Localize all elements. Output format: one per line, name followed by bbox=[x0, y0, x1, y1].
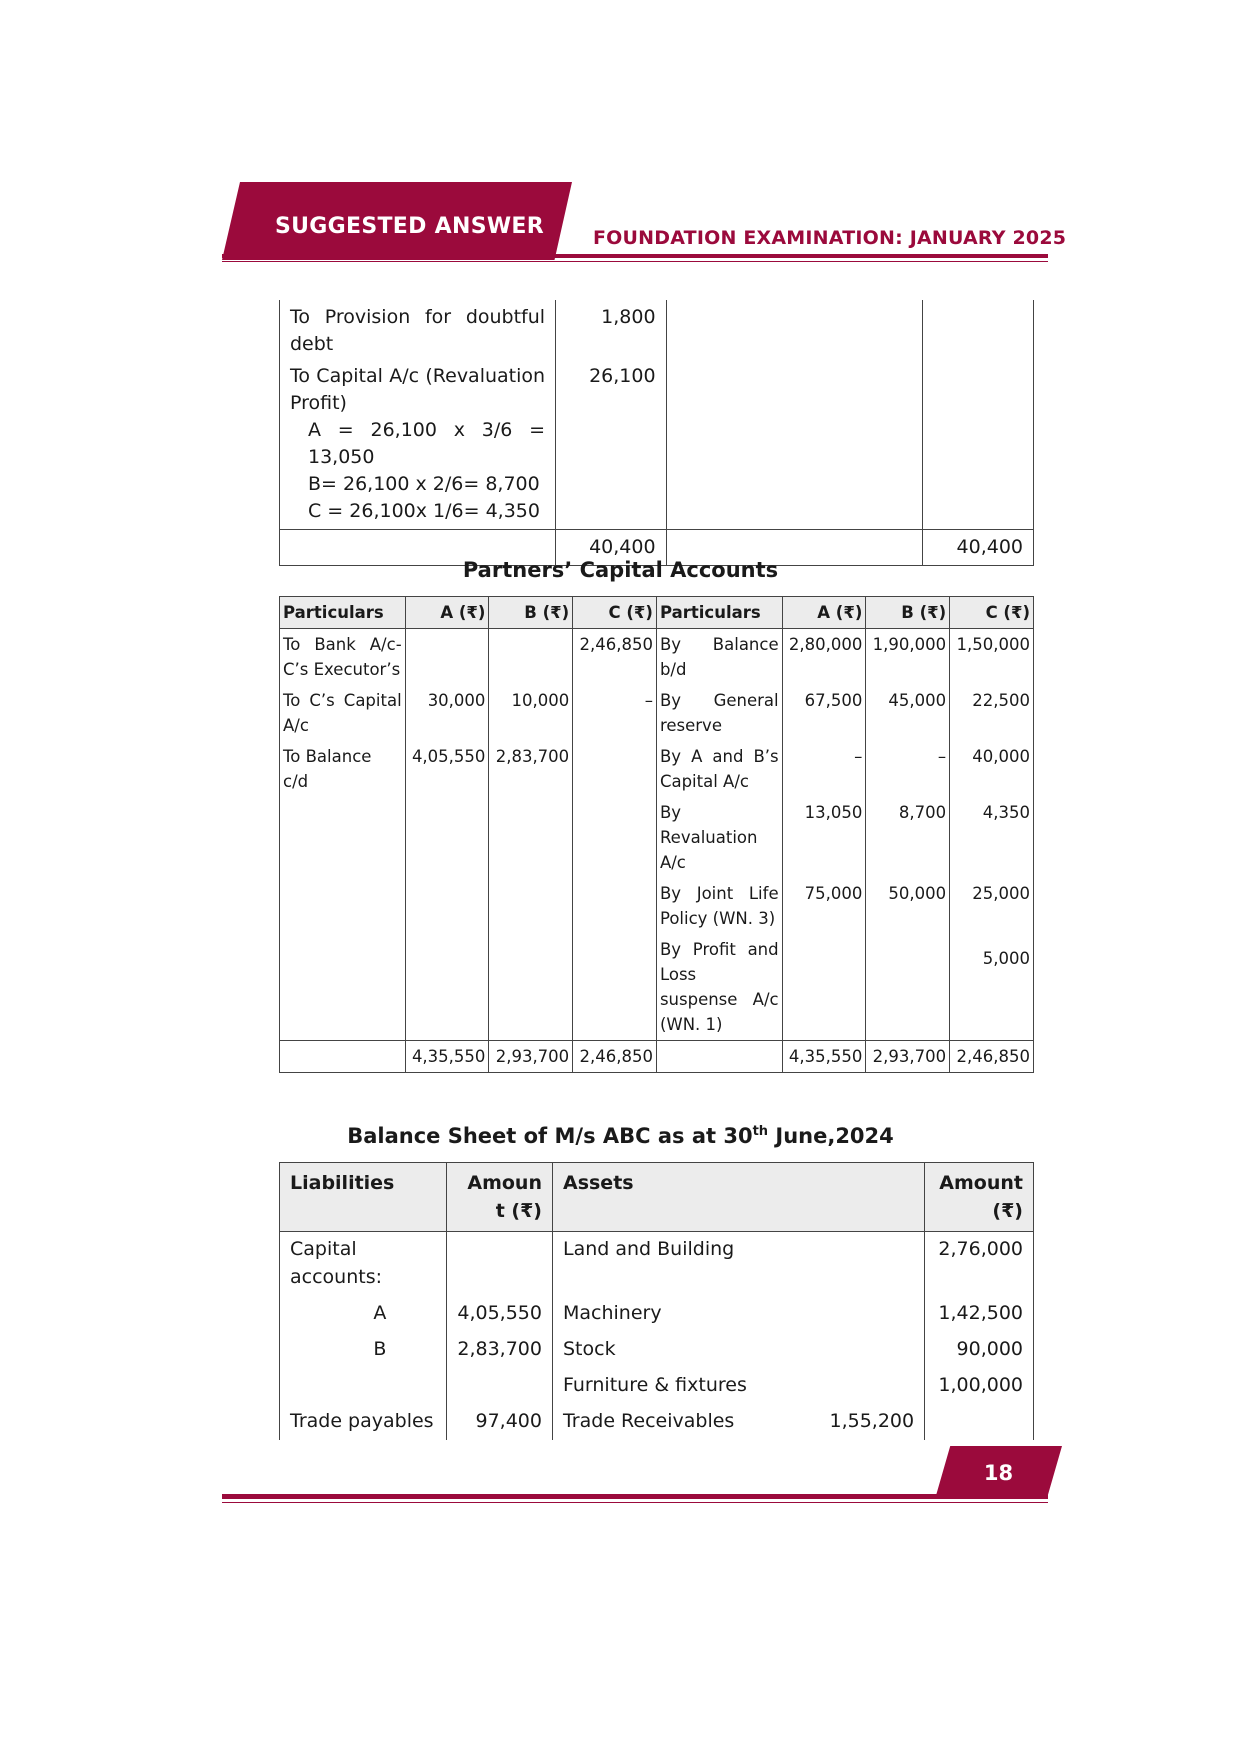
share-c: C = 26,100x 1/6= 4,350 bbox=[308, 500, 540, 522]
header-c-dr: C (₹) bbox=[573, 597, 657, 629]
revaluation-table bbox=[279, 300, 1034, 566]
provision-label: To Provision for doubtful debt bbox=[290, 306, 546, 355]
share-a: A = 26,100 x 3/6 = 13,050 bbox=[308, 419, 546, 468]
capital-accounts-title: Partners’ Capital Accounts bbox=[462, 558, 779, 582]
revaluation-credit-amounts bbox=[922, 300, 1034, 530]
table-row: Capital accounts: Land and Building 2,76,000 bbox=[280, 1232, 1034, 1297]
balance-sheet-table bbox=[279, 1162, 1034, 1440]
table-row: To Bank A/c- C’s Executor’s 2,46,850 By Balance b/d 2,80,000 1,90,000 1,50,000 bbox=[280, 629, 1034, 686]
header-a-cr: A (₹) bbox=[782, 597, 866, 629]
footer-rule bbox=[222, 1494, 1048, 1499]
header-b-cr: B (₹) bbox=[866, 597, 950, 629]
capital-amount: 26,100 bbox=[589, 365, 656, 387]
revaluation-total-right: 40,400 bbox=[922, 530, 1034, 566]
revaluation-debit-amounts bbox=[556, 300, 667, 530]
header-liabilities: Liabilities bbox=[280, 1163, 447, 1232]
table-row: B 2,83,700 Stock 90,000 bbox=[280, 1332, 1034, 1368]
header-rule-thin bbox=[222, 261, 1048, 262]
table-row: By Joint Life Policy (WN. 3) 75,000 50,000 25,000 bbox=[280, 878, 1034, 934]
table-row: Trade payables 97,400 Trade Receivables 1,55,200 bbox=[280, 1404, 1034, 1440]
header-b-dr: B (₹) bbox=[489, 597, 573, 629]
revaluation-total-left: 40,400 bbox=[556, 530, 667, 566]
capital-accounts-table bbox=[279, 596, 1034, 1073]
header-amount-left: Amoun t (₹) bbox=[447, 1163, 553, 1232]
header-tab-label: SUGGESTED ANSWER bbox=[275, 214, 544, 239]
header-rule bbox=[222, 254, 1048, 258]
header-particulars-dr: Particulars bbox=[280, 597, 406, 629]
table-row: A 4,05,550 Machinery 1,42,500 bbox=[280, 1296, 1034, 1332]
capital-label: To Capital A/c (Revaluation Profit) bbox=[290, 365, 546, 414]
share-b: B= 26,100 x 2/6= 8,700 bbox=[308, 473, 540, 495]
table-row: By Profit and Loss suspense A/c (WN. 1) 5,000 bbox=[280, 934, 1034, 1041]
revaluation-debit-particulars bbox=[280, 300, 556, 530]
totals-row: 4,35,550 2,93,700 2,46,850 4,35,550 2,93,700 2,46,850 bbox=[280, 1041, 1034, 1073]
table-row: By Revaluation A/c 13,050 8,700 4,350 bbox=[280, 797, 1034, 878]
revaluation-credit-particulars bbox=[666, 300, 922, 530]
page-number: 18 bbox=[983, 1461, 1014, 1485]
balance-sheet-title: Balance Sheet of M/s ABC as at 30th June,2024 bbox=[347, 1124, 894, 1148]
header-assets: Assets bbox=[552, 1163, 924, 1232]
table-row: To Balance c/d 4,05,550 2,83,700 By A and B’s Capital A/c – – 40,000 bbox=[280, 741, 1034, 797]
header-amount-right: Amount (₹) bbox=[925, 1163, 1034, 1232]
header-title: FOUNDATION EXAMINATION: JANUARY 2025 bbox=[593, 227, 1067, 249]
provision-amount: 1,800 bbox=[601, 306, 656, 328]
header-a-dr: A (₹) bbox=[405, 597, 489, 629]
header-c-cr: C (₹) bbox=[950, 597, 1034, 629]
footer-rule-thin bbox=[222, 1502, 1048, 1503]
table-row: To C’s Capital A/c 30,000 10,000 – By General reserve 67,500 45,000 22,500 bbox=[280, 685, 1034, 741]
header-particulars-cr: Particulars bbox=[656, 597, 782, 629]
table-row: Furniture & fixtures 1,00,000 bbox=[280, 1368, 1034, 1404]
